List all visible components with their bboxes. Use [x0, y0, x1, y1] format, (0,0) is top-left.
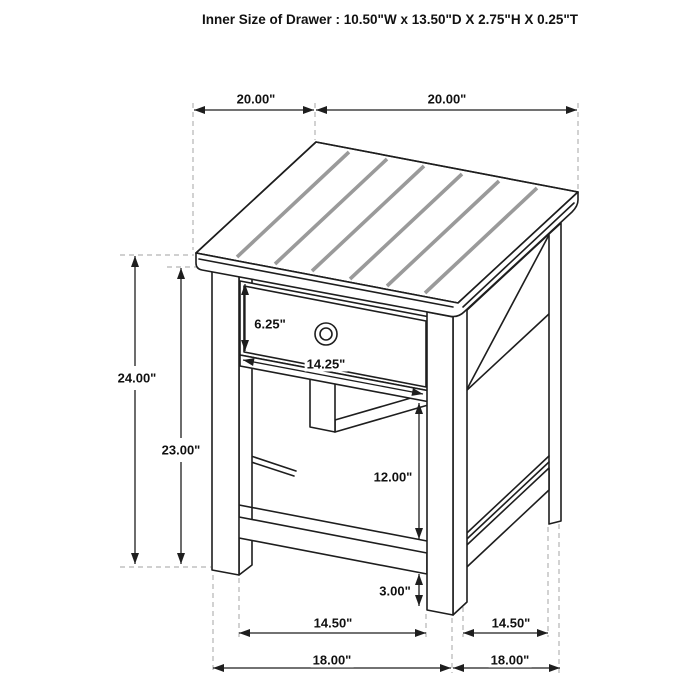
dim-label-drawer-width: 14.25": [306, 356, 346, 372]
dim-label-drawer-height: 6.25": [254, 316, 286, 332]
dim-label-top-width-right: 20.00": [427, 91, 467, 107]
dim-label-shelf-clearance: 12.00": [373, 469, 413, 485]
dim-label-side-leg-span: 14.50": [491, 615, 531, 631]
dim-label-under-top-height: 23.00": [161, 442, 201, 458]
dim-label-front-leg-span: 14.50": [313, 615, 353, 631]
dim-label-overall-width: 18.00": [312, 652, 352, 668]
front-right-leg: [427, 305, 467, 615]
dim-label-top-width-left: 20.00": [236, 91, 276, 107]
dim-label-overall-depth: 18.00": [490, 652, 530, 668]
dim-label-overall-height: 24.00": [117, 370, 157, 386]
dim-label-bottom-clearance: 3.00": [379, 583, 411, 599]
front-left-leg: [212, 271, 239, 575]
back-right-leg: [549, 223, 561, 524]
diagram-title: Inner Size of Drawer : 10.50"W x 13.50"D X 2.75"H X 0.25"T: [201, 12, 579, 27]
